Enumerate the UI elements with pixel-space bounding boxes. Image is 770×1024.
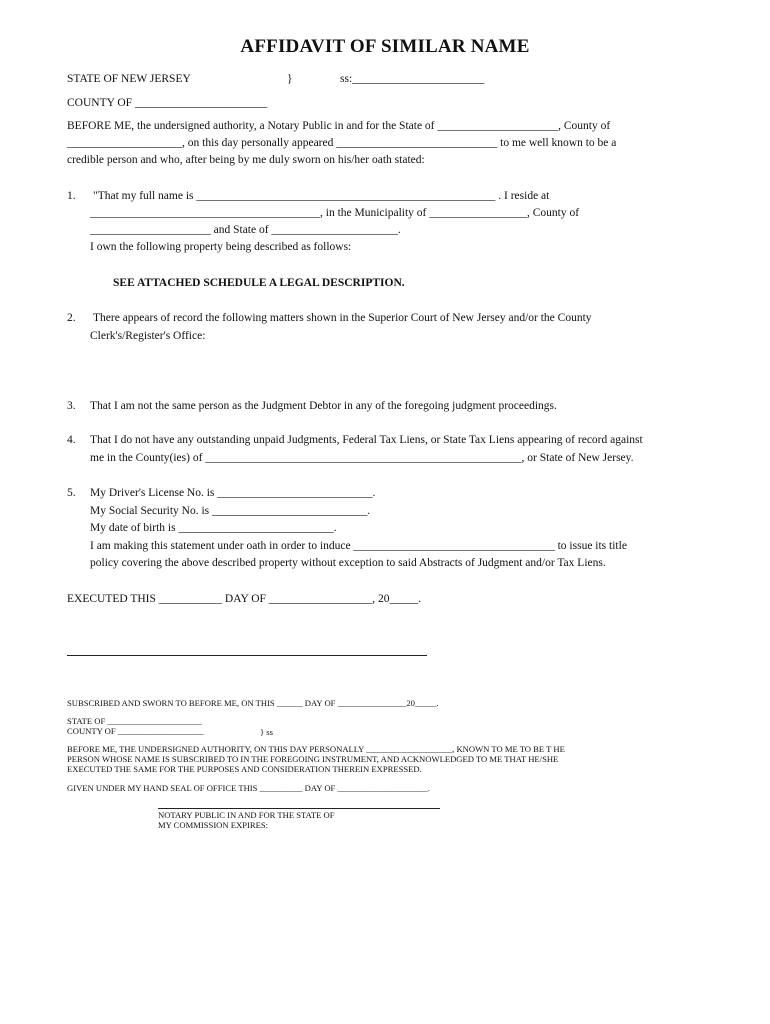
item3-number: 3. — [67, 400, 76, 412]
signature-line[interactable] — [67, 655, 427, 656]
induce-line: I am making this statement under oath in order to induce ___________________________________ to issue its title — [90, 540, 627, 552]
notary-ss: } ss — [260, 727, 273, 737]
item1-line-2: ________________________________________, in the Municipality of _________________, County of — [90, 207, 580, 219]
given-line: GIVEN UNDER MY HAND SEAL OF OFFICE THIS __________ DAY OF _____________________. — [67, 783, 430, 793]
item1-line-1: "That my full name is ____________________________________________________ . I reside at — [93, 190, 550, 202]
notary-signature-line[interactable] — [158, 808, 440, 809]
state-line: STATE OF NEW JERSEY — [67, 73, 191, 85]
executed-line: EXECUTED THIS ___________ DAY OF __________________, 20_____. — [67, 593, 422, 605]
drivers-license-line[interactable]: My Driver's License No. is ___________________________. — [90, 487, 376, 499]
policy-line: policy covering the above described property without exception to said Abstracts of Judgment and/or Tax Liens. — [90, 557, 606, 569]
item4-line-2: me in the County(ies) of _______________________________________________________, or State of New Jersey. — [90, 452, 634, 464]
county-field[interactable]: COUNTY OF _______________________ — [67, 97, 268, 109]
item2-number: 2. — [67, 312, 76, 324]
item3-line-1: That I am not the same person as the Judgment Debtor in any of the foregoing judgment proceedings. — [90, 400, 557, 412]
commission-label: MY COMMISSION EXPIRES: — [158, 820, 268, 830]
state-brace: } — [287, 73, 293, 85]
ssn-line[interactable]: My Social Security No. is ___________________________. — [90, 505, 371, 517]
item5-number: 5. — [67, 487, 76, 499]
item2-line-1: There appears of record the following matters shown in the Superior Court of New Jersey and/or the County — [93, 312, 592, 324]
before-line-2: PERSON WHOSE NAME IS SUBSCRIBED TO IN THE FOREGOING INSTRUMENT, AND ACKNOWLEDGED TO ME THAT HE/SHE — [67, 754, 559, 764]
intro-line-3: credible person and who, after being by me duly sworn on his/her oath stated: — [67, 154, 425, 166]
document-title: AFFIDAVIT OF SIMILAR NAME — [240, 36, 530, 57]
notary-state-line[interactable]: STATE OF ______________________ — [67, 716, 202, 726]
item4-number: 4. — [67, 434, 76, 446]
ss-field[interactable]: ss:_______________________ — [340, 73, 485, 85]
schedule-note: SEE ATTACHED SCHEDULE A LEGAL DESCRIPTION. — [113, 277, 405, 289]
intro-line-1: BEFORE ME, the undersigned authority, a Notary Public in and for the State of _____________________, County of — [67, 120, 611, 132]
before-line-1: BEFORE ME, THE UNDERSIGNED AUTHORITY, ON THIS DAY PERSONALLY ____________________, KNOWN TO ME TO BE T HE — [67, 744, 565, 754]
notary-county-line[interactable]: COUNTY OF ____________________ — [67, 726, 204, 736]
item1-line-3: _____________________ and State of ______________________. — [90, 224, 401, 236]
before-line-3: EXECUTED THE SAME FOR THE PURPOSES AND CONSIDERATION THEREIN EXPRESSED. — [67, 764, 422, 774]
intro-line-2: ____________________, on this day personally appeared ____________________________ to me well known to be a — [67, 137, 617, 149]
item1-line-4: I own the following property being described as follows: — [90, 241, 352, 253]
birthdate-line[interactable]: My date of birth is ___________________________. — [90, 522, 337, 534]
notary-public-label: NOTARY PUBLIC IN AND FOR THE STATE OF — [158, 810, 335, 820]
subscribed-line: SUBSCRIBED AND SWORN TO BEFORE ME, ON THIS ______ DAY OF ________________20_____. — [67, 698, 439, 708]
item1-number: 1. — [67, 190, 76, 202]
item4-line-1: That I do not have any outstanding unpaid Judgments, Federal Tax Liens, or State Tax Liens appearing of record against — [90, 434, 643, 446]
item2-line-2: Clerk's/Register's Office: — [90, 330, 206, 342]
